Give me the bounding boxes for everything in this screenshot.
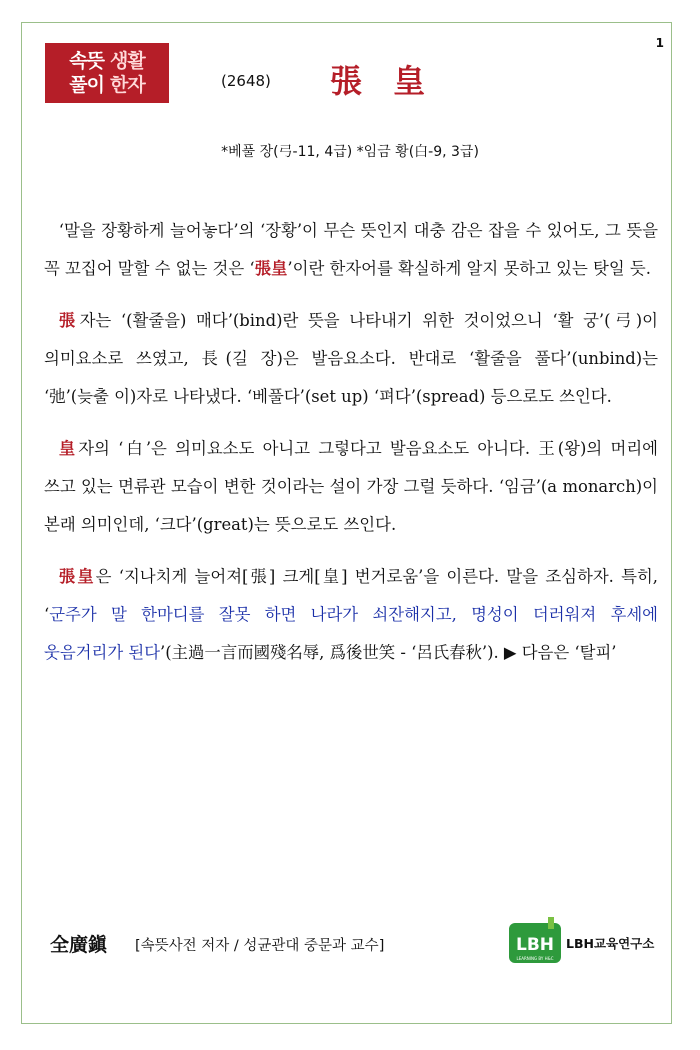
series-logo — [45, 43, 169, 103]
paragraph-text: 자는 ‘(활줄을) 매다’(bind)란 뜻을 나타내기 위한 것이었으니 ‘활 궁’(弓)이 의미요소로 쓰였고, 長(길 장)은 발음요소다. 반대로 ‘활줄을 풀다’(unbind)는 ‘弛’(늦출 이)자로 나타냈다. ‘베풀다’(set up) ‘펴다’(spread) 등으로도 쓰인다. — [44, 311, 659, 406]
logo-char: 생 — [110, 50, 128, 72]
paragraph-text: ’(主過一言而國殘名辱, 爲後世笑 - ‘呂氏春秋’). ▶ 다음은 ‘탈피’ — [160, 643, 617, 662]
highlight-term: 張皇 — [58, 567, 96, 586]
author-name: 全廣鎭 — [50, 934, 108, 956]
paragraph — [44, 212, 658, 288]
quote-text: 군주가 말 한마디를 잘못 하면 나라가 쇠잔해지고, 명성이 더러워져 후세에 웃음거리가 된다 — [44, 605, 658, 662]
author-affiliation: [속뜻사전 저자 / 성균관대 중문과 교수] — [135, 938, 385, 954]
page-number: 1 — [655, 36, 664, 50]
issue-number: (2648) — [221, 72, 271, 90]
highlight-term: 張皇 — [254, 259, 288, 278]
lbh-logo-icon — [508, 917, 562, 967]
logo-char: 자 — [127, 74, 145, 96]
logo-char: 뜻 — [86, 50, 104, 72]
paragraph — [44, 302, 658, 416]
paragraph-text: 은 ‘지나치게 늘어져[張] 크게[皇] 번거로움’을 이른다. 말을 조심하자. 특히, ‘ — [44, 567, 658, 624]
character-info: *베풀 장(弓-11, 4급) *임금 황(白-9, 3급) — [221, 144, 479, 160]
organization-name: LBH교육연구소 — [566, 936, 655, 951]
paragraph-text: 자의 ‘白’은 의미요소도 아니고 그렇다고 발음요소도 아니다. 王(왕)의 머리에 쓰고 있는 면류관 모습이 변한 것이라는 설이 가장 그럴 듯하다. ‘임금’(a monarch)이 본래 의미인데, ‘크다’(great)는 뜻으로도 쓰인다. — [44, 439, 659, 534]
highlight-term: 張 — [58, 311, 80, 330]
logo-char: 풀 — [69, 74, 87, 96]
paragraph-text: ’이란 한자어를 확실하게 알지 못하고 있는 탓일 듯. — [287, 259, 651, 278]
highlight-term: 皇 — [58, 439, 79, 458]
logo-char: 이 — [86, 74, 104, 96]
lbh-logo-text: LBH — [515, 935, 555, 955]
logo-char: 한 — [110, 74, 128, 96]
logo-char: 활 — [127, 50, 145, 72]
article-body — [44, 212, 658, 686]
lbh-logo-tagline: LEARNING BY H&C — [516, 956, 554, 961]
logo-char: 속 — [69, 50, 87, 72]
article-title: 張 皇 — [330, 62, 436, 100]
paragraph — [44, 430, 658, 544]
paragraph — [44, 558, 658, 672]
paragraph-text: ‘말을 장황하게 늘어놓다’의 ‘장황’이 무슨 뜻인지 대충 감은 잡을 수 있어도, 그 뜻을 꼭 꼬집어 말할 수 없는 것은 ‘ — [44, 221, 658, 278]
